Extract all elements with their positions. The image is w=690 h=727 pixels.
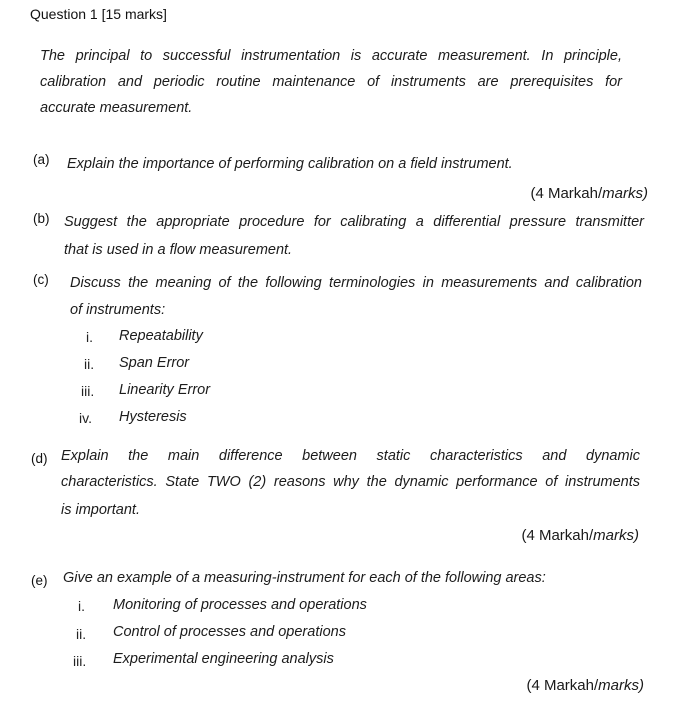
part-c-item-3-text: Linearity Error	[119, 382, 211, 398]
intro-line-2: calibration and periodic routine maintenance of instruments are prerequisites for	[40, 74, 622, 90]
part-e-item-1-text: Monitoring of processes and operations	[113, 597, 367, 613]
part-d-line-3: is important.	[61, 502, 140, 518]
question-title: Question 1 [15 marks]	[30, 6, 167, 22]
part-b-line-2: that is used in a flow measurement.	[64, 242, 293, 258]
part-c-item-1-num: i.	[86, 329, 93, 345]
part-d-label: (d)	[31, 451, 48, 466]
part-e-line-1: Give an example of a measuring-instrument for each of the following areas:	[63, 570, 546, 586]
part-d-line-1: Explain the main difference between static characteristics and dynamic	[61, 448, 640, 464]
part-c-line-1: Discuss the meaning of the following terminologies in measurements and calibration	[70, 275, 642, 291]
part-d-line-2: characteristics. State TWO (2) reasons why the dynamic performance of instruments	[61, 474, 640, 490]
part-c-item-3-num: iii.	[81, 383, 95, 399]
part-c-item-4-num: iv.	[79, 410, 92, 426]
part-b-label: (b)	[33, 211, 50, 226]
part-e-item-1-num: i.	[78, 598, 85, 614]
part-e-item-2-text: Control of processes and operations	[113, 624, 346, 640]
intro-line-1: The principal to successful instrumentation is accurate measurement. In principle,	[40, 48, 622, 64]
part-c-item-4-text: Hysteresis	[119, 409, 187, 425]
part-e-label: (e)	[31, 573, 48, 588]
intro-line-3: accurate measurement.	[40, 100, 193, 116]
part-c-item-2-text: Span Error	[119, 355, 190, 371]
part-c-line-2: of instruments:	[70, 302, 166, 318]
part-b-line-1: Suggest the appropriate procedure for calibrating a differential pressure transmitter	[64, 214, 644, 230]
part-e-item-3-num: iii.	[73, 653, 87, 669]
part-a-text: Explain the importance of performing calibration on a field instrument.	[67, 156, 513, 172]
part-a-label: (a)	[33, 152, 50, 167]
part-e-item-3-text: Experimental engineering analysis	[113, 651, 334, 667]
part-c-label: (c)	[33, 272, 49, 287]
part-a-marks: (4 Markah/marks)	[530, 185, 648, 202]
part-e-marks: (4 Markah/marks)	[526, 677, 644, 694]
part-e-item-2-num: ii.	[76, 626, 87, 642]
part-c-item-1-text: Repeatability	[119, 328, 203, 344]
part-c-item-2-num: ii.	[84, 356, 95, 372]
part-d-marks: (4 Markah/marks)	[521, 527, 639, 544]
